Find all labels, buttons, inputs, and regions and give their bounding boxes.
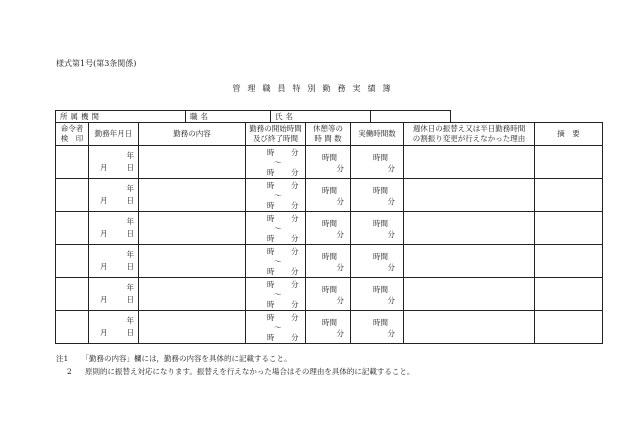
end-hour-unit: 時 [267,267,275,276]
actual-cell[interactable] [351,212,404,245]
summary-cell[interactable] [535,311,603,344]
work-record-table [55,122,603,344]
start-end-cell[interactable] [246,245,306,278]
header-actual: 実働時間数 [351,123,404,146]
start-end-cell[interactable] [246,146,306,179]
seal-cell[interactable] [56,146,89,179]
header-seal: 命令者 検 印 [56,123,89,146]
department-label: 所属機関 [60,112,102,121]
minutes-unit: 分 [336,263,344,272]
hours-unit: 時間 [322,252,337,261]
minutes-unit: 分 [387,263,395,272]
hours-unit: 時間 [322,186,337,195]
hours-unit: 時間 [373,318,388,327]
minutes-unit: 分 [387,230,395,239]
reason-cell[interactable] [404,311,535,344]
actual-cell[interactable] [351,146,404,179]
start-hour-unit: 時 [267,148,275,157]
content-cell[interactable] [139,278,246,311]
start-minute-unit: 分 [291,181,299,190]
hours-unit: 時間 [322,219,337,228]
date-cell[interactable] [89,146,139,179]
minutes-unit: 分 [387,197,395,206]
range-separator: ～ [274,158,282,167]
actual-cell[interactable] [351,311,404,344]
actual-cell[interactable] [351,179,404,212]
year-unit: 年 [126,184,134,193]
date-cell[interactable] [89,278,139,311]
hours-unit: 時間 [373,252,388,261]
year-unit: 年 [126,151,134,160]
position-label: 職名 [190,112,211,121]
date-cell[interactable] [89,245,139,278]
range-separator: ～ [274,191,282,200]
minutes-unit: 分 [387,329,395,338]
summary-cell[interactable] [535,278,603,311]
hours-unit: 時間 [322,318,337,327]
header-row [56,123,603,146]
year-unit: 年 [126,316,134,325]
start-end-cell[interactable] [246,212,306,245]
name-field[interactable] [271,111,371,123]
hours-unit: 時間 [373,219,388,228]
start-end-cell[interactable] [246,311,306,344]
table-row [56,212,603,245]
summary-cell[interactable] [535,212,603,245]
end-minute-unit: 分 [291,333,299,342]
day-unit: 日 [126,196,134,205]
month-unit: 月 [100,295,108,304]
note-2: 2 原則的に振替え対応になります。振替えを行えなかった場合はその理由を具体的に記載すること。 [67,367,415,376]
date-cell[interactable] [89,179,139,212]
summary-cell[interactable] [535,179,603,212]
table-row [56,179,603,212]
name-field-extension[interactable] [371,111,451,123]
start-minute-unit: 分 [291,148,299,157]
month-unit: 月 [100,328,108,337]
minutes-unit: 分 [336,329,344,338]
header-rest: 休憩等の 時 間 数 [306,123,351,146]
start-hour-unit: 時 [267,247,275,256]
table-row [56,311,603,344]
range-separator: ～ [274,257,282,266]
rest-cell[interactable] [306,212,351,245]
reason-cell[interactable] [404,212,535,245]
seal-cell[interactable] [56,311,89,344]
rest-cell[interactable] [306,278,351,311]
start-minute-unit: 分 [291,214,299,223]
end-hour-unit: 時 [267,333,275,342]
year-unit: 年 [126,217,134,226]
department-field[interactable] [56,111,186,123]
minutes-unit: 分 [336,164,344,173]
day-unit: 日 [126,163,134,172]
start-hour-unit: 時 [267,181,275,190]
header-date: 勤務年月日 [89,123,139,146]
month-unit: 月 [100,163,108,172]
minutes-unit: 分 [387,296,395,305]
end-hour-unit: 時 [267,300,275,309]
reason-cell[interactable] [404,278,535,311]
summary-cell[interactable] [535,245,603,278]
header-start-end: 勤務の開始時間 及び終了時間 [246,123,306,146]
reason-cell[interactable] [404,245,535,278]
end-minute-unit: 分 [291,300,299,309]
position-field[interactable] [186,111,271,123]
hours-unit: 時間 [373,285,388,294]
start-end-cell[interactable] [246,179,306,212]
seal-cell[interactable] [56,278,89,311]
seal-cell[interactable] [56,179,89,212]
rest-cell[interactable] [306,245,351,278]
start-minute-unit: 分 [291,247,299,256]
day-unit: 日 [126,328,134,337]
minutes-unit: 分 [336,230,344,239]
year-unit: 年 [126,283,134,292]
date-cell[interactable] [89,212,139,245]
day-unit: 日 [126,295,134,304]
rest-cell[interactable] [306,311,351,344]
month-unit: 月 [100,229,108,238]
start-hour-unit: 時 [267,214,275,223]
minutes-unit: 分 [336,197,344,206]
content-cell[interactable] [139,245,246,278]
document-title: 管理職員特別勤務実績簿 [232,84,398,93]
rest-cell[interactable] [306,146,351,179]
table-row [56,278,603,311]
month-unit: 月 [100,262,108,271]
start-minute-unit: 分 [291,313,299,322]
end-minute-unit: 分 [291,234,299,243]
end-hour-unit: 時 [267,234,275,243]
name-label: 氏名 [275,112,296,121]
table-row [56,146,603,179]
seal-cell[interactable] [56,245,89,278]
day-unit: 日 [126,229,134,238]
summary-cell[interactable] [535,146,603,179]
start-hour-unit: 時 [267,280,275,289]
reason-cell[interactable] [404,146,535,179]
actual-cell[interactable] [351,245,404,278]
header-content: 勤務の内容 [139,123,246,146]
year-unit: 年 [126,250,134,259]
seal-cell[interactable] [56,212,89,245]
end-minute-unit: 分 [291,168,299,177]
range-separator: ～ [274,224,282,233]
end-minute-unit: 分 [291,201,299,210]
actual-cell[interactable] [351,278,404,311]
hours-unit: 時間 [322,285,337,294]
range-separator: ～ [274,323,282,332]
range-separator: ～ [274,290,282,299]
table-row [56,245,603,278]
note-1: 注1 「勤務の内容」欄には，勤務の内容を具体的に記載すること。 [56,354,292,363]
month-unit: 月 [100,196,108,205]
hours-unit: 時間 [373,186,388,195]
start-end-cell[interactable] [246,278,306,311]
day-unit: 日 [126,262,134,271]
form-id-label: 様式第1号(第3条関係) [56,59,137,68]
end-minute-unit: 分 [291,267,299,276]
start-hour-unit: 時 [267,313,275,322]
date-cell[interactable] [89,311,139,344]
reason-cell[interactable] [404,179,535,212]
minutes-unit: 分 [387,164,395,173]
minutes-unit: 分 [336,296,344,305]
end-hour-unit: 時 [267,168,275,177]
hours-unit: 時間 [322,153,337,162]
content-cell[interactable] [139,311,246,344]
content-cell[interactable] [139,146,246,179]
content-cell[interactable] [139,212,246,245]
notes [56,352,414,378]
header-summary: 摘 要 [535,123,603,146]
rest-cell[interactable] [306,179,351,212]
content-cell[interactable] [139,179,246,212]
end-hour-unit: 時 [267,201,275,210]
start-minute-unit: 分 [291,280,299,289]
header-reason: 週休日の振替え又は半日勤務時間 の割振り変更が行えなかった理由 [404,123,535,146]
hours-unit: 時間 [373,153,388,162]
